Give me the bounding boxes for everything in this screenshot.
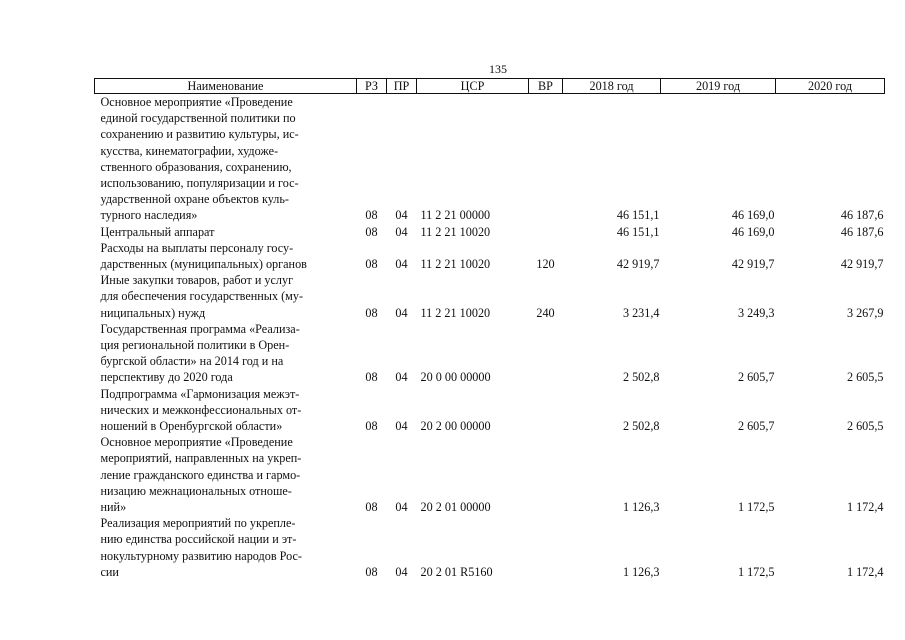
header-2019: 2019 год (661, 79, 776, 94)
row-name-line: мероприятий, направленных на укреп- (100, 451, 302, 466)
header-vr: ВР (529, 79, 563, 94)
row-value-2019: 3 249,3 (737, 305, 775, 320)
header-csr: ЦСР (417, 79, 529, 94)
row-value-2019: 2 605,7 (737, 370, 775, 385)
row-rz: 08 (365, 305, 378, 320)
row-name-line: Основное мероприятие «Проведение (100, 435, 293, 450)
row-name-line: сохранению и развитию культуры, ис- (100, 127, 299, 142)
row-value-2019: 46 169,0 (731, 224, 775, 239)
header-2020: 2020 год (776, 79, 885, 94)
row-name-line: ция региональной политики в Орен- (100, 338, 290, 353)
row-rz: 08 (365, 500, 378, 515)
header-2018: 2018 год (563, 79, 661, 94)
table-row (95, 434, 885, 515)
row-name-line: перспективу до 2020 года (100, 370, 233, 385)
table-header-row (95, 79, 885, 94)
row-vr (529, 515, 563, 580)
row-value-2018: 2 502,8 (622, 370, 660, 385)
row-vr (529, 224, 563, 240)
row-pr: 04 (395, 208, 408, 223)
row-pr: 04 (395, 564, 408, 579)
row-name-line: дарственных (муниципальных) органов (100, 257, 307, 272)
table-row (95, 272, 885, 321)
row-name-line: ниципальных) нужд (100, 305, 206, 320)
row-rz: 08 (365, 419, 378, 434)
page-number: 135 (489, 62, 507, 76)
row-value-2018: 46 151,1 (616, 224, 660, 239)
row-csr: 20 2 01 00000 (420, 500, 491, 515)
row-value-2018: 1 126,3 (622, 564, 660, 579)
row-vr (529, 386, 563, 435)
table-row (95, 515, 885, 580)
row-rz: 08 (365, 564, 378, 579)
row-value-2019: 46 169,0 (731, 208, 775, 223)
table-row (95, 94, 885, 224)
row-name (95, 94, 357, 224)
row-name-line: ношений в Оренбургской области» (100, 419, 283, 434)
row-rz: 08 (365, 370, 378, 385)
row-csr: 11 2 21 10020 (420, 305, 491, 320)
row-name-line: нокультурному развитию народов Рос- (100, 548, 302, 563)
row-value-2020: 1 172,4 (846, 500, 884, 515)
row-name-line: кусства, кинематографии, художе- (100, 143, 279, 158)
row-name-line: Иные закупки товаров, работ и услуг (100, 273, 294, 288)
row-value-2019: 1 172,5 (737, 564, 775, 579)
table-row (95, 224, 885, 240)
row-value-2018: 2 502,8 (622, 419, 660, 434)
row-value-2020: 1 172,4 (846, 564, 884, 579)
row-pr: 04 (395, 257, 408, 272)
row-csr: 11 2 21 10020 (420, 224, 491, 239)
row-name (95, 224, 357, 240)
row-name-line: нических и межконфессиональных от- (100, 402, 302, 417)
row-vr: 120 (536, 257, 555, 272)
row-name-line: ний» (100, 500, 127, 515)
row-name-line: использованию, популяризации и гос- (100, 176, 299, 191)
row-name-line: Реализация мероприятий по укрепле- (100, 516, 296, 531)
row-name (95, 272, 357, 321)
row-pr: 04 (395, 305, 408, 320)
row-name-line: Основное мероприятие «Проведение (100, 95, 293, 109)
row-name-line: турного наследия» (100, 208, 198, 223)
row-value-2018: 42 919,7 (616, 257, 660, 272)
table-row (95, 321, 885, 386)
row-csr: 20 2 01 R5160 (420, 564, 493, 579)
row-vr: 240 (536, 305, 555, 320)
row-name (95, 240, 357, 272)
row-name (95, 515, 357, 580)
row-name-line: Центральный аппарат (100, 224, 215, 239)
header-name: Наименование (95, 79, 357, 94)
row-value-2020: 42 919,7 (840, 257, 884, 272)
row-name-line: сии (100, 564, 119, 579)
row-rz: 08 (365, 208, 378, 223)
row-name-line: ление гражданского единства и гармо- (100, 467, 301, 482)
row-name-line: Государственная программа «Реализа- (100, 321, 300, 336)
row-value-2020: 2 605,5 (846, 419, 884, 434)
row-name-line: ударственной охране объектов куль- (100, 192, 289, 207)
row-vr (529, 94, 563, 224)
row-vr (529, 434, 563, 515)
header-pr: ПР (387, 79, 417, 94)
row-name-line: Расходы на выплаты персоналу госу- (100, 240, 294, 255)
row-pr: 04 (395, 500, 408, 515)
row-vr (529, 321, 563, 386)
row-name (95, 386, 357, 435)
row-pr: 04 (395, 370, 408, 385)
header-rz: РЗ (357, 79, 387, 94)
row-value-2020: 46 187,6 (840, 208, 884, 223)
row-csr: 20 2 00 00000 (420, 419, 491, 434)
row-value-2019: 1 172,5 (737, 500, 775, 515)
row-rz: 08 (365, 257, 378, 272)
row-value-2020: 3 267,9 (846, 305, 884, 320)
row-value-2019: 2 605,7 (737, 419, 775, 434)
row-name-line: нию единства российской нации и эт- (100, 532, 297, 547)
row-name (95, 434, 357, 515)
row-csr: 11 2 21 00000 (420, 208, 491, 223)
table-body (95, 94, 885, 581)
row-value-2018: 46 151,1 (616, 208, 660, 223)
row-pr: 04 (395, 224, 408, 239)
row-name (95, 321, 357, 386)
row-name-line: бургской области» на 2014 год и на (100, 354, 284, 369)
row-value-2018: 1 126,3 (622, 500, 660, 515)
row-name-line: для обеспечения государственных (му- (100, 289, 304, 304)
row-name-line: единой государственной политики по (100, 111, 296, 126)
row-name-line: Подпрограмма «Гармонизация межэт- (100, 386, 300, 401)
row-rz: 08 (365, 224, 378, 239)
row-name-line: ственного образования, сохранению, (100, 159, 292, 174)
row-value-2019: 42 919,7 (731, 257, 775, 272)
budget-table (94, 78, 885, 580)
row-csr: 20 0 00 00000 (420, 370, 491, 385)
row-value-2018: 3 231,4 (622, 305, 660, 320)
table-row (95, 386, 885, 435)
row-pr: 04 (395, 419, 408, 434)
table-row (95, 240, 885, 272)
row-value-2020: 46 187,6 (840, 224, 884, 239)
row-value-2020: 2 605,5 (846, 370, 884, 385)
row-csr: 11 2 21 10020 (420, 257, 491, 272)
row-name-line: низацию межнациональных отноше- (100, 483, 292, 498)
